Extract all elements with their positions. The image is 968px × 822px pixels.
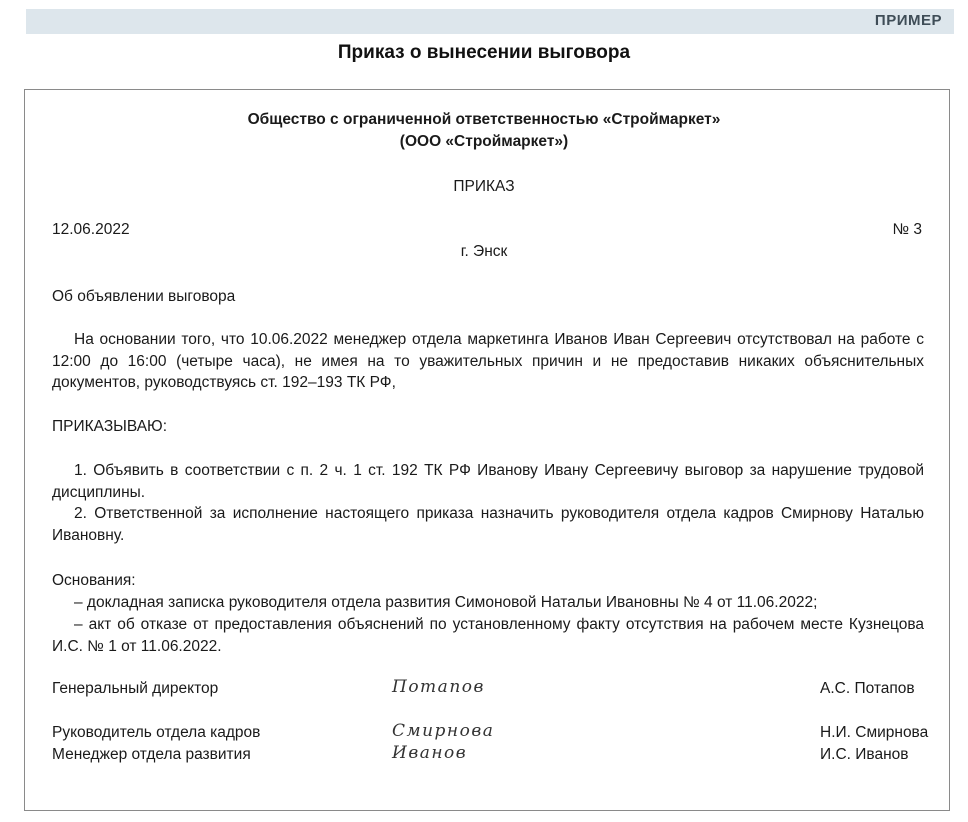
example-banner	[26, 9, 954, 34]
organization-short-name: (ООО «Строймаркет»)	[399, 133, 569, 150]
grounds-item-1: – докладная записка руководителя отдела развития Симоновой Натальи Ивановны № 4 от 11.06.2022;	[74, 594, 818, 611]
signatory-position: Генеральный директор	[52, 680, 219, 697]
document-frame	[24, 89, 950, 811]
handwritten-signature: Иванов	[392, 743, 468, 763]
order-item-2: 2. Ответственной за исполнение настоящего приказа назначить руководителя отдела кадров Смирнову Наталью Ивановну.	[52, 505, 924, 544]
signatory-position: Руководитель отдела кадров	[52, 724, 261, 741]
signatory-name: И.С. Иванов	[820, 746, 909, 763]
handwritten-signature: Смирнова	[392, 721, 495, 741]
example-tag: ПРИМЕР	[874, 12, 942, 29]
document-number: № 3	[892, 221, 922, 238]
preamble-paragraph: На основании того, что 10.06.2022 менеджер отдела маркетинга Иванов Иван Сергеевич отсутствовал на работе с 12:00 до 16:00 (четыре часа), не имея на то уважительных причин и не предоставив никаких объяснительных документов, руководствуясь ст. 192–193 ТК РФ,	[52, 331, 924, 391]
handwritten-signature: Потапов	[392, 677, 485, 697]
document-city: г. Энск	[460, 243, 508, 260]
signatory-name: Н.И. Смирнова	[820, 724, 929, 741]
document-subject: Об объявлении выговора	[52, 288, 236, 305]
grounds-item-2: – акт об отказе от предоставления объяснений по установленному факту отсутствия на рабочем месте Кузнецова И.С. № 1 от 11.06.2022.	[52, 616, 924, 655]
document-date: 12.06.2022	[52, 221, 130, 238]
order-item-1: 1. Объявить в соответствии с п. 2 ч. 1 ст. 192 ТК РФ Иванову Ивану Сергеевичу выговор за нарушение трудовой дисциплины.	[52, 462, 924, 501]
signatory-position: Менеджер отдела развития	[52, 746, 251, 763]
page-title: Приказ о вынесении выговора	[337, 42, 631, 63]
order-word: ПРИКАЗЫВАЮ:	[52, 418, 168, 435]
document-type: ПРИКАЗ	[453, 178, 515, 195]
organization-full-name: Общество с ограниченной ответственностью «Строймаркет»	[247, 111, 721, 128]
signatory-name: А.С. Потапов	[820, 680, 915, 697]
grounds-title: Основания:	[52, 572, 136, 589]
